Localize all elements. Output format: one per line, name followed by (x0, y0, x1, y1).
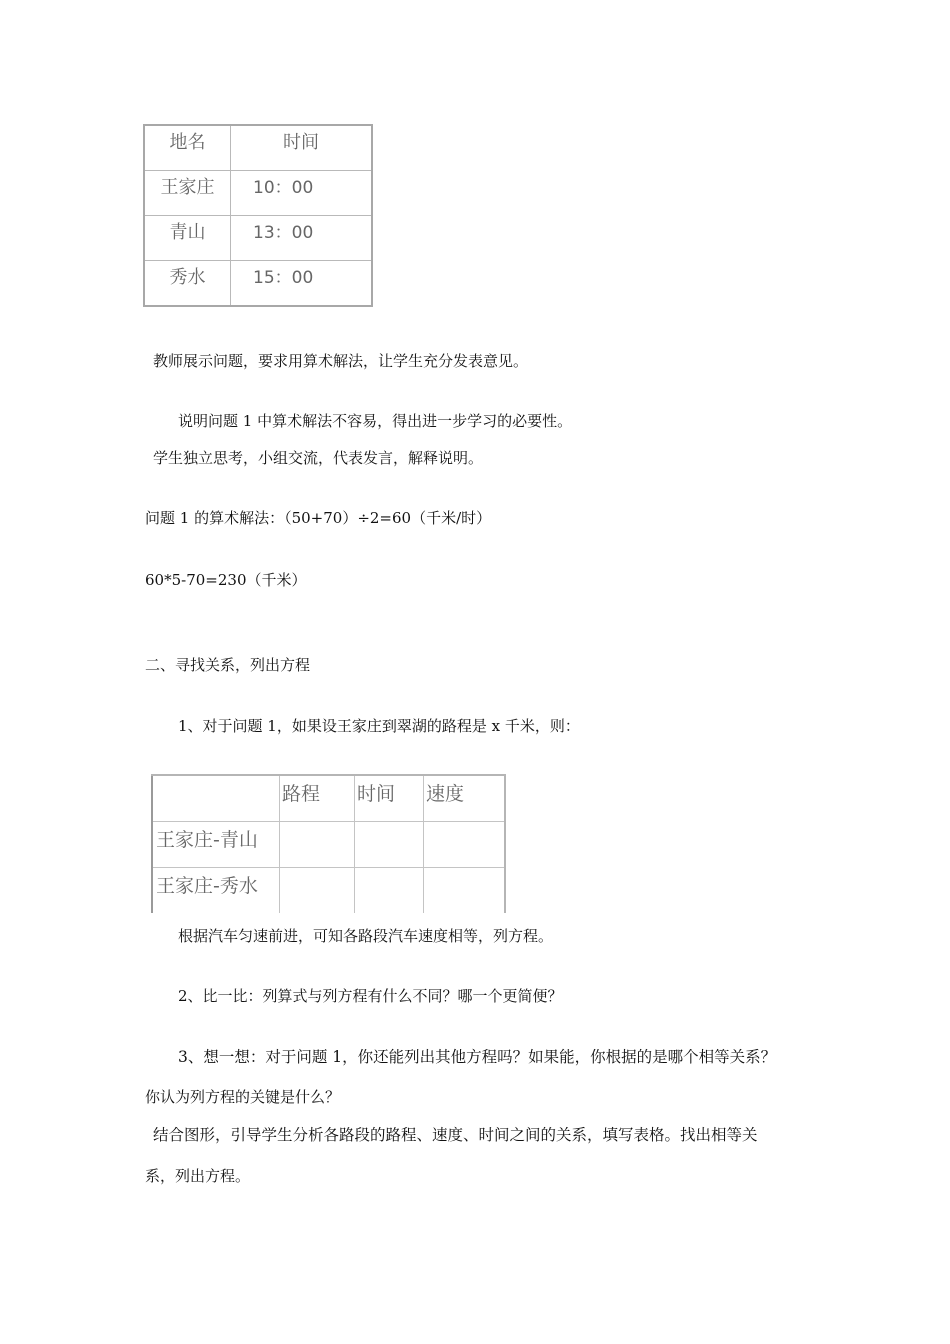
table-cell: 青山 (144, 216, 231, 261)
table-cell (355, 868, 424, 914)
table-cell (355, 822, 424, 868)
table-header-cell: 时间 (231, 125, 373, 171)
table-header-cell: 时间 (355, 775, 424, 822)
paragraph: 60*5-70=230（千米） (145, 571, 307, 589)
time-value: 13：00 (253, 223, 314, 243)
table-cell: 王家庄 (144, 171, 231, 216)
table-cell (231, 171, 373, 216)
paragraph: 1、对于问题 1，如果设王家庄到翠湖的路程是 x 千米，则： (178, 717, 580, 735)
paragraph: 学生独立思考，小组交流，代表发言，解释说明。 (153, 449, 484, 467)
time-value: 15：00 (253, 268, 314, 288)
table-cell (280, 868, 355, 914)
paragraph: 说明问题 1 中算术解法不容易，得出进一步学习的必要性。 (178, 412, 573, 430)
table-header-cell: 路程 (280, 775, 355, 822)
table-cell: 王家庄-秀水 (152, 868, 280, 914)
table-cell (424, 868, 506, 914)
time-value: 10：00 (253, 178, 314, 198)
table-cell: 王家庄-青山 (152, 822, 280, 868)
paragraph: 根据汽车匀速前进，可知各路段汽车速度相等，列方程。 (178, 927, 554, 945)
table-header-row (144, 125, 372, 171)
paragraph: 2、比一比：列算式与列方程有什么不同？哪一个更简便？ (178, 987, 563, 1005)
table-header-cell: 地名 (144, 125, 231, 171)
relation-table (151, 774, 506, 913)
paragraph: 3、想一想：对于问题 1，你还能列出其他方程吗？如果能，你根据的是哪个相等关系？ (178, 1048, 777, 1066)
paragraph: 结合图形，引导学生分析各路段的路程、速度、时间之间的关系，填写表格。找出相等关 (153, 1126, 758, 1144)
table-cell (231, 261, 373, 307)
paragraph: 系，列出方程。 (145, 1167, 251, 1185)
table-cell (280, 822, 355, 868)
paragraph: 问题 1 的算术解法：（50+70）÷2=60（千米/时） (145, 509, 492, 527)
paragraph: 教师展示问题，要求用算术解法，让学生充分发表意见。 (153, 352, 529, 370)
table-header-row (152, 775, 505, 822)
table-row (144, 261, 372, 307)
table-row (152, 868, 505, 914)
table-header-cell: 速度 (424, 775, 506, 822)
table-row (152, 822, 505, 868)
table-row (144, 216, 372, 261)
table-cell (424, 822, 506, 868)
table-cell (231, 216, 373, 261)
table-header-cell (152, 775, 280, 822)
section-heading: 二、寻找关系，列出方程 (145, 656, 311, 674)
table-row (144, 171, 372, 216)
table-cell: 秀水 (144, 261, 231, 307)
paragraph: 你认为列方程的关键是什么？ (145, 1088, 341, 1106)
schedule-table (143, 124, 373, 307)
